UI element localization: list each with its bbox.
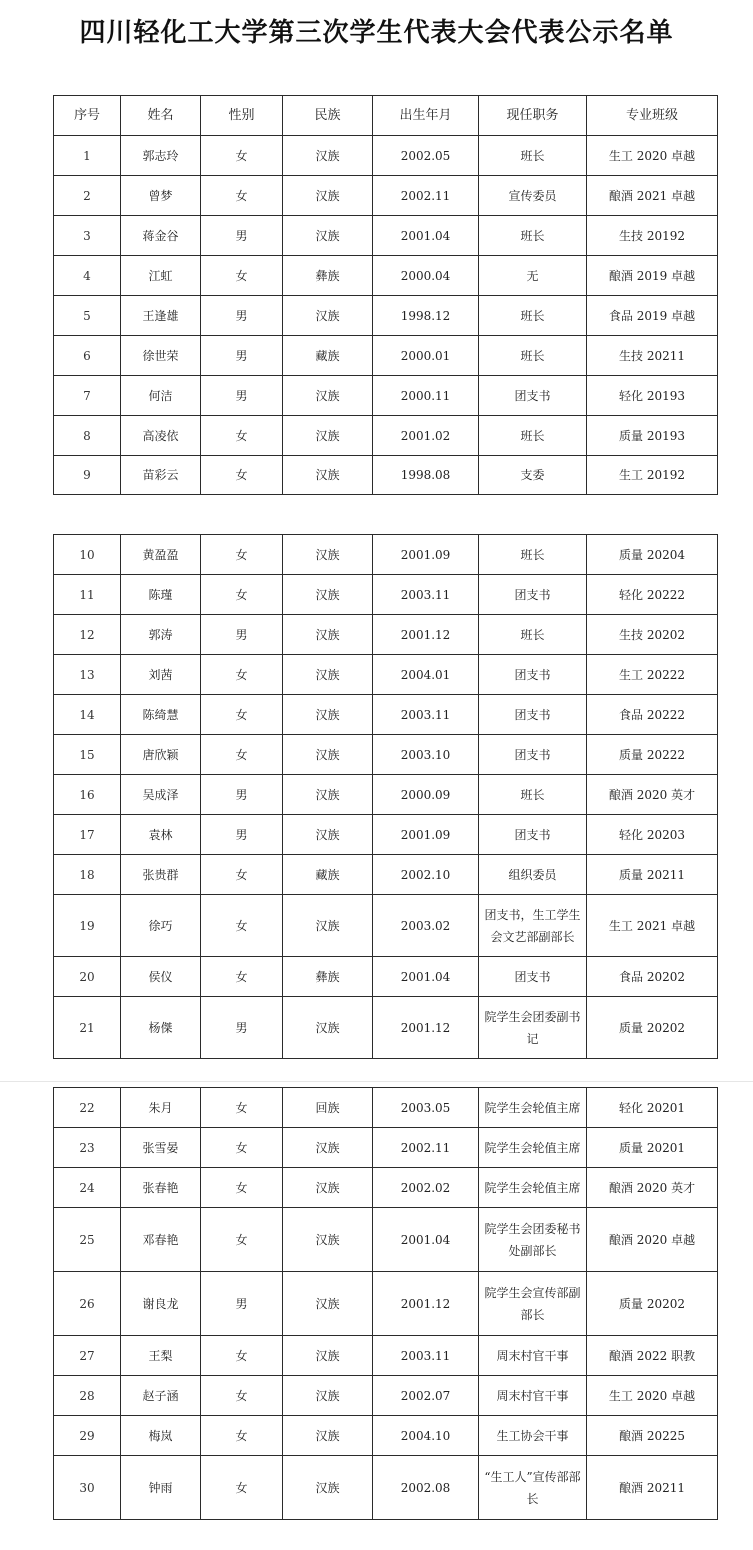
class-cell: 质量 20222 xyxy=(587,735,718,775)
gender-cell: 男 xyxy=(201,815,283,855)
seq-cell: 24 xyxy=(54,1168,121,1208)
gender-cell: 女 xyxy=(201,575,283,615)
name-cell: 何洁 xyxy=(121,376,201,416)
gender-cell: 女 xyxy=(201,1208,283,1272)
position-cell: 团支书 xyxy=(479,376,587,416)
gender-cell: 女 xyxy=(201,1456,283,1520)
table-row xyxy=(54,456,718,495)
class-cell: 轻化 20222 xyxy=(587,575,718,615)
seq-cell: 22 xyxy=(54,1088,121,1128)
table-row xyxy=(54,775,718,815)
ethnicity-cell: 汉族 xyxy=(283,416,373,456)
header-birth: 出生年月 xyxy=(373,96,479,136)
class-cell: 酿酒 2019 卓越 xyxy=(587,256,718,296)
table-row xyxy=(54,1456,718,1520)
seq-cell: 7 xyxy=(54,376,121,416)
position-cell: 班长 xyxy=(479,535,587,575)
name-cell: 唐欣颖 xyxy=(121,735,201,775)
name-cell: 刘茜 xyxy=(121,655,201,695)
class-cell: 酿酒 20211 xyxy=(587,1456,718,1520)
gender-cell: 女 xyxy=(201,1376,283,1416)
table-row xyxy=(54,957,718,997)
header-ethnicity: 民族 xyxy=(283,96,373,136)
ethnicity-cell: 汉族 xyxy=(283,535,373,575)
seq-cell: 30 xyxy=(54,1456,121,1520)
position-cell: “生工人”宣传部部长 xyxy=(479,1456,587,1520)
ethnicity-cell: 汉族 xyxy=(283,575,373,615)
class-cell: 生工 2020 卓越 xyxy=(587,136,718,176)
name-cell: 赵子涵 xyxy=(121,1376,201,1416)
name-cell: 张春艳 xyxy=(121,1168,201,1208)
table-header-row xyxy=(54,96,718,136)
class-cell: 生工 2020 卓越 xyxy=(587,1376,718,1416)
class-cell: 质量 20201 xyxy=(587,1128,718,1168)
seq-cell: 11 xyxy=(54,575,121,615)
birth-cell: 2003.10 xyxy=(373,735,479,775)
seq-cell: 20 xyxy=(54,957,121,997)
position-cell: 团支书，生工学生会文艺部副部长 xyxy=(479,895,587,957)
table-row xyxy=(54,535,718,575)
class-cell: 质量 20202 xyxy=(587,997,718,1059)
name-cell: 江虹 xyxy=(121,256,201,296)
gender-cell: 男 xyxy=(201,1272,283,1336)
seq-cell: 6 xyxy=(54,336,121,376)
seq-cell: 2 xyxy=(54,176,121,216)
position-cell: 无 xyxy=(479,256,587,296)
birth-cell: 2001.02 xyxy=(373,416,479,456)
name-cell: 郭志玲 xyxy=(121,136,201,176)
birth-cell: 2002.05 xyxy=(373,136,479,176)
ethnicity-cell: 汉族 xyxy=(283,735,373,775)
table-row xyxy=(54,1168,718,1208)
seq-cell: 5 xyxy=(54,296,121,336)
class-cell: 生技 20192 xyxy=(587,216,718,256)
ethnicity-cell: 回族 xyxy=(283,1088,373,1128)
ethnicity-cell: 汉族 xyxy=(283,1208,373,1272)
ethnicity-cell: 汉族 xyxy=(283,1272,373,1336)
gender-cell: 女 xyxy=(201,416,283,456)
ethnicity-cell: 藏族 xyxy=(283,336,373,376)
class-cell: 质量 20202 xyxy=(587,1272,718,1336)
class-cell: 酿酒 2020 英才 xyxy=(587,775,718,815)
birth-cell: 2002.11 xyxy=(373,1128,479,1168)
birth-cell: 2003.05 xyxy=(373,1088,479,1128)
page-title: 四川轻化工大学第三次学生代表大会代表公示名单 xyxy=(79,18,674,48)
gender-cell: 女 xyxy=(201,655,283,695)
class-cell: 轻化 20193 xyxy=(587,376,718,416)
birth-cell: 2001.09 xyxy=(373,815,479,855)
table-row xyxy=(54,416,718,456)
gender-cell: 男 xyxy=(201,997,283,1059)
name-cell: 朱月 xyxy=(121,1088,201,1128)
name-cell: 邓春艳 xyxy=(121,1208,201,1272)
seq-cell: 8 xyxy=(54,416,121,456)
ethnicity-cell: 汉族 xyxy=(283,1336,373,1376)
class-cell: 质量 20204 xyxy=(587,535,718,575)
ethnicity-cell: 汉族 xyxy=(283,895,373,957)
ethnicity-cell: 汉族 xyxy=(283,615,373,655)
class-cell: 酿酒 20225 xyxy=(587,1416,718,1456)
class-cell: 食品 20202 xyxy=(587,957,718,997)
table-row xyxy=(54,655,718,695)
header-seq: 序号 xyxy=(54,96,121,136)
seq-cell: 10 xyxy=(54,535,121,575)
name-cell: 徐世荣 xyxy=(121,336,201,376)
table-row xyxy=(54,296,718,336)
gender-cell: 男 xyxy=(201,216,283,256)
table-row xyxy=(54,615,718,655)
position-cell: 团支书 xyxy=(479,815,587,855)
name-cell: 吴成泽 xyxy=(121,775,201,815)
birth-cell: 1998.12 xyxy=(373,296,479,336)
name-cell: 张贵群 xyxy=(121,855,201,895)
table-row xyxy=(54,1376,718,1416)
table-row xyxy=(54,1128,718,1168)
name-cell: 袁林 xyxy=(121,815,201,855)
birth-cell: 2001.04 xyxy=(373,957,479,997)
seq-cell: 14 xyxy=(54,695,121,735)
position-cell: 支委 xyxy=(479,456,587,495)
seq-cell: 16 xyxy=(54,775,121,815)
ethnicity-cell: 汉族 xyxy=(283,136,373,176)
position-cell: 院学生会团委秘书处副部长 xyxy=(479,1208,587,1272)
ethnicity-cell: 汉族 xyxy=(283,456,373,495)
position-cell: 生工协会干事 xyxy=(479,1416,587,1456)
class-cell: 食品 20222 xyxy=(587,695,718,735)
table-row xyxy=(54,376,718,416)
position-cell: 团支书 xyxy=(479,957,587,997)
gender-cell: 女 xyxy=(201,1168,283,1208)
name-cell: 梅岚 xyxy=(121,1416,201,1456)
table-row xyxy=(54,815,718,855)
roster-table-section-2 xyxy=(53,534,718,1059)
class-cell: 质量 20211 xyxy=(587,855,718,895)
position-cell: 宣传委员 xyxy=(479,176,587,216)
table-row xyxy=(54,1336,718,1376)
ethnicity-cell: 汉族 xyxy=(283,815,373,855)
seq-cell: 19 xyxy=(54,895,121,957)
name-cell: 侯仪 xyxy=(121,957,201,997)
class-cell: 酿酒 2020 英才 xyxy=(587,1168,718,1208)
table-row xyxy=(54,176,718,216)
ethnicity-cell: 彝族 xyxy=(283,256,373,296)
gender-cell: 男 xyxy=(201,376,283,416)
table-row xyxy=(54,997,718,1059)
position-cell: 班长 xyxy=(479,136,587,176)
ethnicity-cell: 汉族 xyxy=(283,376,373,416)
gender-cell: 女 xyxy=(201,895,283,957)
gender-cell: 女 xyxy=(201,176,283,216)
ethnicity-cell: 藏族 xyxy=(283,855,373,895)
class-cell: 质量 20193 xyxy=(587,416,718,456)
position-cell: 班长 xyxy=(479,615,587,655)
ethnicity-cell: 汉族 xyxy=(283,1128,373,1168)
seq-cell: 25 xyxy=(54,1208,121,1272)
ethnicity-cell: 汉族 xyxy=(283,216,373,256)
birth-cell: 2003.11 xyxy=(373,695,479,735)
birth-cell: 1998.08 xyxy=(373,456,479,495)
class-cell: 生工 2021 卓越 xyxy=(587,895,718,957)
roster-table-section-1 xyxy=(53,95,718,495)
ethnicity-cell: 彝族 xyxy=(283,957,373,997)
seq-cell: 9 xyxy=(54,456,121,495)
class-cell: 酿酒 2020 卓越 xyxy=(587,1208,718,1272)
birth-cell: 2000.09 xyxy=(373,775,479,815)
roster-table-section-3 xyxy=(53,1087,718,1520)
ethnicity-cell: 汉族 xyxy=(283,296,373,336)
header-name: 姓名 xyxy=(121,96,201,136)
birth-cell: 2001.09 xyxy=(373,535,479,575)
class-cell: 生技 20211 xyxy=(587,336,718,376)
table-row xyxy=(54,735,718,775)
birth-cell: 2004.01 xyxy=(373,655,479,695)
seq-cell: 4 xyxy=(54,256,121,296)
name-cell: 徐巧 xyxy=(121,895,201,957)
gender-cell: 女 xyxy=(201,1416,283,1456)
table-row xyxy=(54,1416,718,1456)
birth-cell: 2000.11 xyxy=(373,376,479,416)
table-row xyxy=(54,1208,718,1272)
ethnicity-cell: 汉族 xyxy=(283,1168,373,1208)
birth-cell: 2004.10 xyxy=(373,1416,479,1456)
gender-cell: 女 xyxy=(201,957,283,997)
position-cell: 班长 xyxy=(479,216,587,256)
position-cell: 团支书 xyxy=(479,575,587,615)
class-cell: 生工 20192 xyxy=(587,456,718,495)
ethnicity-cell: 汉族 xyxy=(283,1416,373,1456)
gender-cell: 女 xyxy=(201,1128,283,1168)
seq-cell: 17 xyxy=(54,815,121,855)
birth-cell: 2003.02 xyxy=(373,895,479,957)
gender-cell: 男 xyxy=(201,775,283,815)
birth-cell: 2002.10 xyxy=(373,855,479,895)
class-cell: 食品 2019 卓越 xyxy=(587,296,718,336)
name-cell: 苗彩云 xyxy=(121,456,201,495)
birth-cell: 2002.02 xyxy=(373,1168,479,1208)
ethnicity-cell: 汉族 xyxy=(283,176,373,216)
birth-cell: 2000.04 xyxy=(373,256,479,296)
ethnicity-cell: 汉族 xyxy=(283,1456,373,1520)
birth-cell: 2003.11 xyxy=(373,575,479,615)
name-cell: 陈瑾 xyxy=(121,575,201,615)
position-cell: 班长 xyxy=(479,775,587,815)
gender-cell: 女 xyxy=(201,1336,283,1376)
seq-cell: 12 xyxy=(54,615,121,655)
class-cell: 酿酒 2022 职教 xyxy=(587,1336,718,1376)
birth-cell: 2002.07 xyxy=(373,1376,479,1416)
name-cell: 张雪晏 xyxy=(121,1128,201,1168)
name-cell: 谢良龙 xyxy=(121,1272,201,1336)
gender-cell: 男 xyxy=(201,336,283,376)
gender-cell: 男 xyxy=(201,615,283,655)
position-cell: 团支书 xyxy=(479,735,587,775)
seq-cell: 29 xyxy=(54,1416,121,1456)
position-cell: 院学生会轮值主席 xyxy=(479,1168,587,1208)
table-row xyxy=(54,1272,718,1336)
birth-cell: 2001.12 xyxy=(373,615,479,655)
position-cell: 组织委员 xyxy=(479,855,587,895)
birth-cell: 2003.11 xyxy=(373,1336,479,1376)
table-row xyxy=(54,1088,718,1128)
seq-cell: 1 xyxy=(54,136,121,176)
gender-cell: 女 xyxy=(201,695,283,735)
position-cell: 班长 xyxy=(479,416,587,456)
ethnicity-cell: 汉族 xyxy=(283,655,373,695)
class-cell: 轻化 20201 xyxy=(587,1088,718,1128)
gender-cell: 女 xyxy=(201,136,283,176)
seq-cell: 27 xyxy=(54,1336,121,1376)
position-cell: 周末村官干事 xyxy=(479,1376,587,1416)
gender-cell: 女 xyxy=(201,735,283,775)
birth-cell: 2000.01 xyxy=(373,336,479,376)
position-cell: 院学生会轮值主席 xyxy=(479,1128,587,1168)
seq-cell: 18 xyxy=(54,855,121,895)
table-row xyxy=(54,216,718,256)
position-cell: 院学生会轮值主席 xyxy=(479,1088,587,1128)
name-cell: 曾梦 xyxy=(121,176,201,216)
seq-cell: 28 xyxy=(54,1376,121,1416)
name-cell: 杨傑 xyxy=(121,997,201,1059)
table-row xyxy=(54,895,718,957)
seq-cell: 13 xyxy=(54,655,121,695)
name-cell: 钟雨 xyxy=(121,1456,201,1520)
position-cell: 院学生会宣传部副部长 xyxy=(479,1272,587,1336)
position-cell: 团支书 xyxy=(479,655,587,695)
name-cell: 高凌依 xyxy=(121,416,201,456)
gender-cell: 男 xyxy=(201,296,283,336)
seq-cell: 23 xyxy=(54,1128,121,1168)
name-cell: 蒋金谷 xyxy=(121,216,201,256)
header-position: 现任职务 xyxy=(479,96,587,136)
class-cell: 轻化 20203 xyxy=(587,815,718,855)
table-row xyxy=(54,136,718,176)
ethnicity-cell: 汉族 xyxy=(283,775,373,815)
gender-cell: 女 xyxy=(201,535,283,575)
name-cell: 陈绮慧 xyxy=(121,695,201,735)
gender-cell: 女 xyxy=(201,1088,283,1128)
table-row xyxy=(54,336,718,376)
position-cell: 团支书 xyxy=(479,695,587,735)
position-cell: 班长 xyxy=(479,296,587,336)
position-cell: 院学生会团委副书记 xyxy=(479,997,587,1059)
seq-cell: 3 xyxy=(54,216,121,256)
position-cell: 周末村官干事 xyxy=(479,1336,587,1376)
ethnicity-cell: 汉族 xyxy=(283,695,373,735)
name-cell: 黄盈盈 xyxy=(121,535,201,575)
header-class: 专业班级 xyxy=(587,96,718,136)
birth-cell: 2001.04 xyxy=(373,216,479,256)
class-cell: 生技 20202 xyxy=(587,615,718,655)
section-divider xyxy=(0,1081,753,1082)
table-row xyxy=(54,256,718,296)
name-cell: 郭涛 xyxy=(121,615,201,655)
class-cell: 生工 20222 xyxy=(587,655,718,695)
seq-cell: 26 xyxy=(54,1272,121,1336)
name-cell: 王梨 xyxy=(121,1336,201,1376)
table-row xyxy=(54,695,718,735)
birth-cell: 2002.11 xyxy=(373,176,479,216)
birth-cell: 2002.08 xyxy=(373,1456,479,1520)
seq-cell: 21 xyxy=(54,997,121,1059)
position-cell: 班长 xyxy=(479,336,587,376)
gender-cell: 女 xyxy=(201,456,283,495)
ethnicity-cell: 汉族 xyxy=(283,1376,373,1416)
seq-cell: 15 xyxy=(54,735,121,775)
table-row xyxy=(54,855,718,895)
birth-cell: 2001.12 xyxy=(373,1272,479,1336)
birth-cell: 2001.04 xyxy=(373,1208,479,1272)
ethnicity-cell: 汉族 xyxy=(283,997,373,1059)
gender-cell: 女 xyxy=(201,256,283,296)
birth-cell: 2001.12 xyxy=(373,997,479,1059)
header-gender: 性别 xyxy=(201,96,283,136)
table-row xyxy=(54,575,718,615)
class-cell: 酿酒 2021 卓越 xyxy=(587,176,718,216)
name-cell: 王逢雄 xyxy=(121,296,201,336)
gender-cell: 女 xyxy=(201,855,283,895)
